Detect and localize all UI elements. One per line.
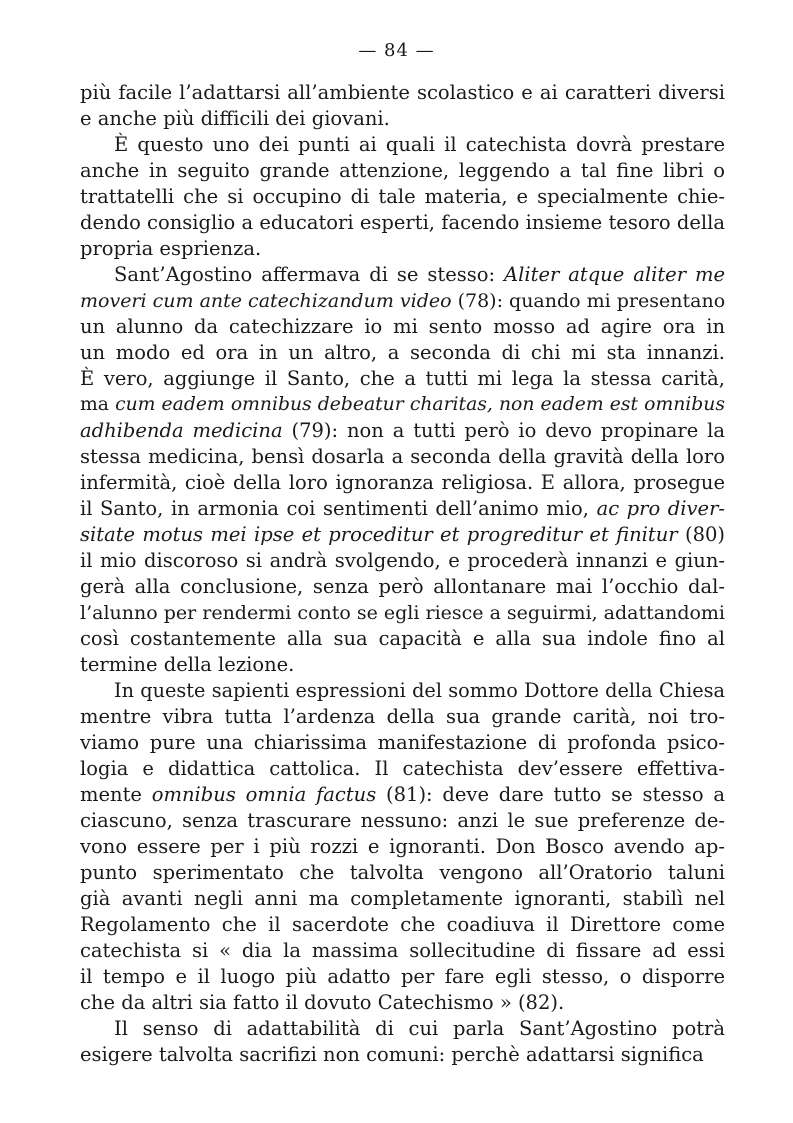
text-run: (81): deve dare tutto se stesso a xyxy=(376,783,726,806)
text-run: che da altri sia fatto il dovuto Catechismo » (82). xyxy=(80,991,565,1014)
latin-quote: sitate motus mei ipse et proceditur et progreditur et finitur xyxy=(80,523,678,546)
text-run: (79): non a tutti però io devo propinare la xyxy=(282,419,725,442)
text-run: più facile l’adattarsi all’ambiente scolastico e ai caratteri diversi xyxy=(80,81,725,104)
text-line xyxy=(80,106,725,132)
text-line xyxy=(80,418,725,444)
text-run: il mio discoroso si andrà svolgendo, e procederà innanzi e giun- xyxy=(80,549,725,572)
text-run: gerà alla conclusione, senza però allontanare mai l’occhio dal- xyxy=(80,575,725,598)
text-run: logia e didattica cattolica. Il catechista dev’essere effettiva- xyxy=(80,757,725,780)
text-line xyxy=(80,756,725,782)
text-line xyxy=(80,678,725,704)
text-run: vono essere per i più rozzi e ignoranti. Don Bosco avendo ap- xyxy=(80,835,725,858)
text-line xyxy=(80,132,725,158)
text-run: È vero, aggiunge il Santo, che a tutti mi lega la stessa carità, xyxy=(80,367,725,390)
page-number: — 84 — xyxy=(358,40,435,61)
text-line xyxy=(80,652,725,678)
text-line xyxy=(80,262,725,288)
text-run: il Santo, in armonia coi sentimenti dell’animo mio, xyxy=(80,497,597,520)
text-line xyxy=(80,496,725,522)
text-line xyxy=(80,548,725,574)
text-run: l’alunno per rendermi conto se egli riesce a seguirmi, adattandomi xyxy=(80,602,726,624)
latin-quote: omnibus omnia factus xyxy=(151,783,377,806)
text-line xyxy=(80,366,725,392)
text-line xyxy=(80,1016,725,1042)
text-run: ma xyxy=(80,394,116,415)
text-run: e anche più difficili dei giovani. xyxy=(80,107,390,130)
paragraph xyxy=(80,678,725,1016)
text-run: un modo ed ora in un altro, a seconda di chi mi sta innanzi. xyxy=(80,341,725,364)
text-line xyxy=(80,1042,725,1068)
text-line xyxy=(80,522,725,548)
text-run: Sant’Agostino affermava di se stesso: xyxy=(114,263,505,286)
text-line xyxy=(80,782,725,808)
text-run: viamo pure una chiarissima manifestazione di profonda psico- xyxy=(80,731,725,754)
text-run: dendo consiglio a educatori esperti, facendo insieme tesoro della xyxy=(80,211,725,234)
text-run: infermità, cioè della loro ignoranza religiosa. E allora, prosegue xyxy=(80,471,725,494)
text-run: un alunno da catechizzare io mi sento mosso ad agire ora in xyxy=(80,315,725,338)
text-run: ciascuno, senza trascurare nessuno: anzi le sue preferenze de- xyxy=(80,809,725,832)
text-run: termine della lezione. xyxy=(80,653,295,676)
text-line xyxy=(80,834,725,860)
text-run: In queste sapienti espressioni del sommo Dottore della Chiesa xyxy=(114,679,725,702)
text-line xyxy=(80,236,725,262)
text-line xyxy=(80,158,725,184)
text-line xyxy=(80,210,725,236)
text-line xyxy=(80,730,725,756)
text-line xyxy=(80,704,725,730)
text-line xyxy=(80,314,725,340)
text-line xyxy=(80,80,725,106)
paragraph xyxy=(80,1016,725,1068)
latin-quote: ac pro diver- xyxy=(596,497,725,520)
text-run: mentre vibra tutta l’ardenza della sua grande carità, noi tro- xyxy=(80,705,725,728)
text-run: propria esprienza. xyxy=(80,237,262,260)
text-run: mente xyxy=(80,783,152,806)
text-line xyxy=(80,860,725,886)
text-line xyxy=(80,288,725,314)
text-run: catechista si « dia la massima sollecitudine di fissare ad essi xyxy=(80,939,725,962)
paragraph xyxy=(80,80,725,132)
text-run: Regolamento che il sacerdote che coadiuva il Direttore come xyxy=(80,913,725,936)
text-line xyxy=(80,444,725,470)
text-line xyxy=(80,886,725,912)
text-line xyxy=(80,808,725,834)
text-line xyxy=(80,392,725,418)
text-run: punto sperimentato che talvolta vengono all’Oratorio taluni xyxy=(80,861,725,884)
text-run: trattatelli che si occupino di tale materia, e specialmente chie- xyxy=(80,185,725,208)
paragraph xyxy=(80,132,725,262)
text-line xyxy=(80,470,725,496)
latin-quote: Aliter atque aliter me xyxy=(504,263,725,286)
body-text xyxy=(80,80,725,1068)
text-line xyxy=(80,574,725,600)
text-line xyxy=(80,964,725,990)
latin-quote: cum eadem omnibus debeatur charitas, non eadem est omnibus xyxy=(115,394,725,415)
text-run: (80) xyxy=(677,523,725,546)
text-run: già avanti negli anni ma completamente ignoranti, stabilì nel xyxy=(80,887,725,910)
latin-quote: adhibenda medicina xyxy=(80,419,283,442)
text-line xyxy=(80,340,725,366)
text-run: Il senso di adattabilità di cui parla Sant’Agostino potrà xyxy=(114,1017,725,1040)
text-line xyxy=(80,938,725,964)
text-line xyxy=(80,600,725,626)
paragraph xyxy=(80,262,725,678)
text-run: anche in seguito grande attenzione, leggendo a tal fine libri o xyxy=(80,159,725,182)
text-run: esigere talvolta sacrifizi non comuni: perchè adattarsi significa xyxy=(80,1043,704,1066)
text-run: (78): quando mi presentano xyxy=(451,290,726,312)
text-run: È questo uno dei punti ai quali il catechista dovrà prestare xyxy=(114,133,725,156)
text-line xyxy=(80,990,725,1016)
text-run: il tempo e il luogo più adatto per fare egli stesso, o disporre xyxy=(80,965,725,988)
latin-quote: moveri cum ante catechizandum video xyxy=(80,290,452,312)
text-run: stessa medicina, bensì dosarla a seconda della gravità della loro xyxy=(80,445,725,468)
text-line xyxy=(80,912,725,938)
text-line xyxy=(80,184,725,210)
text-run: così costantemente alla sua capacità e alla sua indole fino al xyxy=(80,627,725,650)
text-line xyxy=(80,626,725,652)
